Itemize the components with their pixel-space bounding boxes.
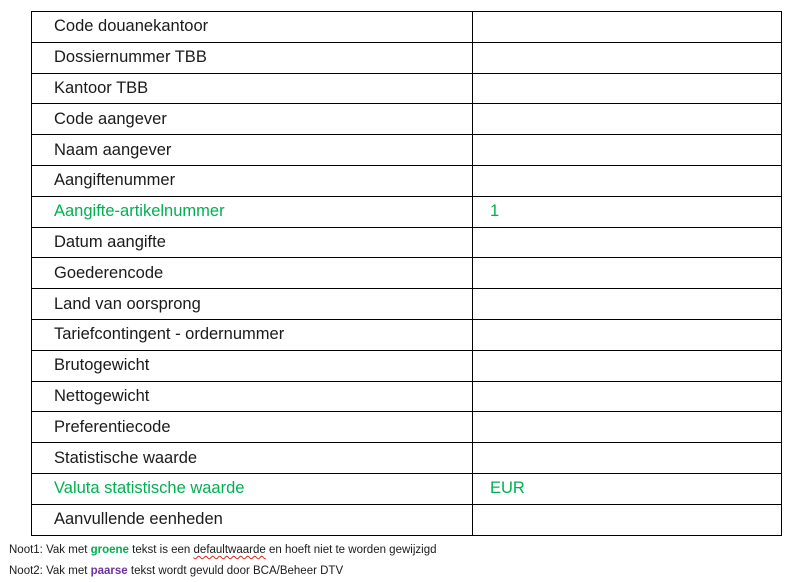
table-row	[32, 504, 782, 535]
table-row	[32, 42, 782, 73]
notes	[9, 540, 436, 582]
field-value	[473, 504, 782, 535]
note-2	[9, 561, 436, 582]
note-1-green-word: groene	[90, 544, 129, 556]
field-value: 1	[473, 196, 782, 227]
field-label: Land van oorsprong	[32, 289, 473, 320]
table-row	[32, 381, 782, 412]
note-1	[9, 540, 436, 561]
table-row	[32, 165, 782, 196]
field-value	[473, 42, 782, 73]
field-label: Preferentiecode	[32, 412, 473, 443]
note-2-suffix: tekst wordt gevuld door BCA/Beheer DTV	[130, 565, 344, 577]
table-row	[32, 258, 782, 289]
table-row	[32, 319, 782, 350]
field-label: Dossiernummer TBB	[32, 42, 473, 73]
table-row	[32, 350, 782, 381]
field-label: Aangiftenummer	[32, 165, 473, 196]
field-value	[473, 350, 782, 381]
note-1-prefix: Noot1: Vak met	[9, 544, 88, 556]
field-label: Tariefcontingent - ordernummer	[32, 319, 473, 350]
field-label: Brutogewicht	[32, 350, 473, 381]
field-value	[473, 135, 782, 166]
note-1-spellchecked-word: defaultwaarde	[193, 544, 266, 556]
table-row	[32, 443, 782, 474]
note-2-prefix: Noot2: Vak met	[9, 565, 88, 577]
field-value: EUR	[473, 473, 782, 504]
field-value	[473, 73, 782, 104]
field-value	[473, 165, 782, 196]
table-row	[32, 412, 782, 443]
field-label: Statistische waarde	[32, 443, 473, 474]
field-value	[473, 12, 782, 43]
field-value	[473, 104, 782, 135]
field-value	[473, 258, 782, 289]
field-label: Aanvullende eenheden	[32, 504, 473, 535]
table-row	[32, 473, 782, 504]
field-label: Kantoor TBB	[32, 73, 473, 104]
note-2-purple-word: paarse	[90, 565, 128, 577]
field-value	[473, 412, 782, 443]
table-row	[32, 12, 782, 43]
field-label: Valuta statistische waarde	[32, 473, 473, 504]
field-label: Code douanekantoor	[32, 12, 473, 43]
field-label: Code aangever	[32, 104, 473, 135]
table-row	[32, 135, 782, 166]
field-label: Naam aangever	[32, 135, 473, 166]
note-1-suffix: en hoeft niet te worden gewijzigd	[268, 544, 437, 556]
table-row	[32, 104, 782, 135]
table-row	[32, 289, 782, 320]
table-row	[32, 73, 782, 104]
field-value	[473, 227, 782, 258]
field-label: Goederencode	[32, 258, 473, 289]
field-label: Aangifte-artikelnummer	[32, 196, 473, 227]
field-value	[473, 443, 782, 474]
note-1-middle: tekst is een	[132, 544, 191, 556]
declaration-fields-table	[31, 11, 782, 536]
field-value	[473, 319, 782, 350]
field-value	[473, 289, 782, 320]
field-value	[473, 381, 782, 412]
table-body	[32, 12, 782, 536]
field-label: Nettogewicht	[32, 381, 473, 412]
table-row	[32, 196, 782, 227]
table-row	[32, 227, 782, 258]
field-label: Datum aangifte	[32, 227, 473, 258]
